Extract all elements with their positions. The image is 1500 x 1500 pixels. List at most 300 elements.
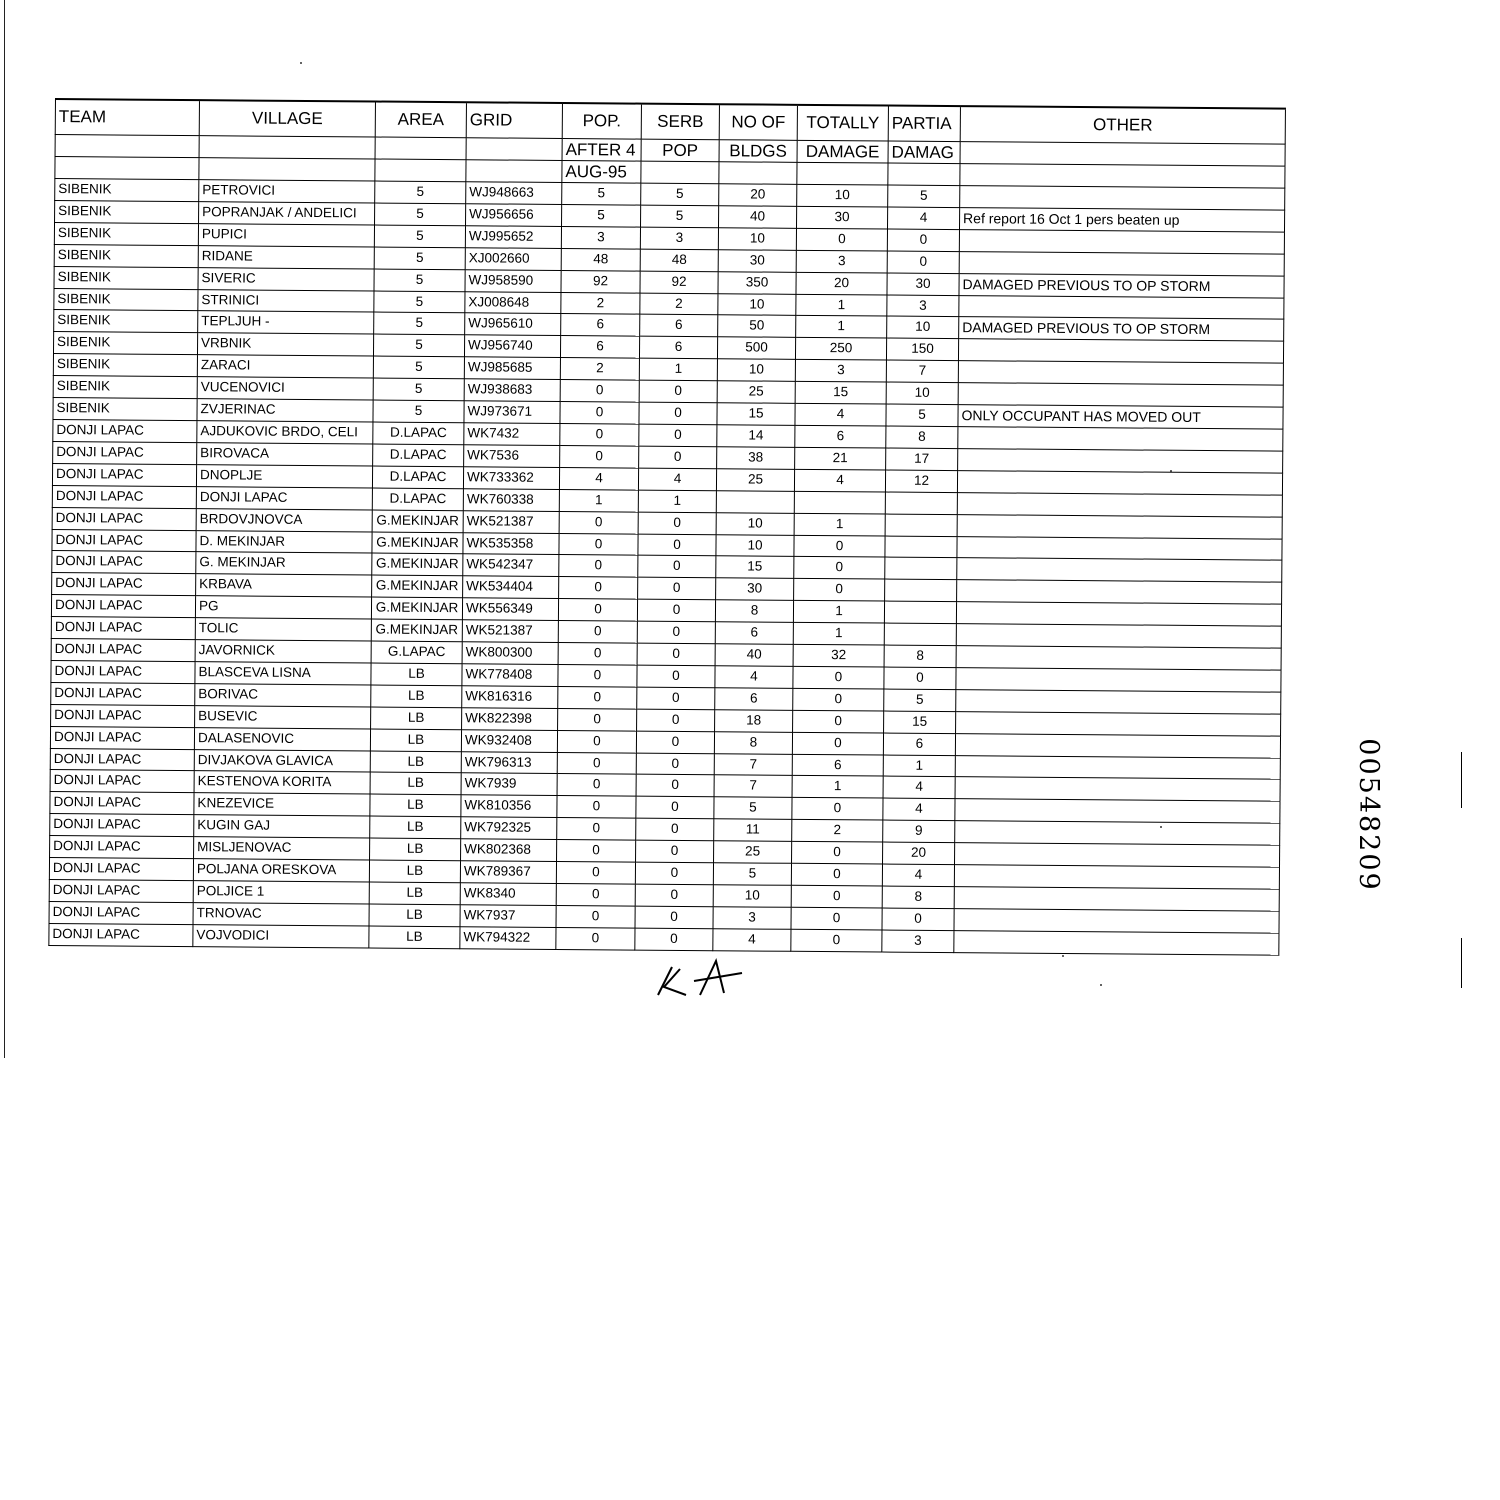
cell-no-of-bldgs: 10: [717, 359, 795, 382]
cell-totally-damaged: 250: [795, 338, 886, 361]
cell-grid: XJ008648: [465, 291, 561, 314]
cell-partially-damaged: 3: [882, 930, 954, 952]
cell-area: G.LAPAC: [371, 641, 462, 664]
cell-grid: WK542347: [463, 554, 559, 577]
cell-other: [958, 448, 1283, 472]
cell-no-of-bldgs: 8: [714, 731, 792, 754]
cell-no-of-bldgs: 25: [716, 468, 794, 491]
cell-grid: XJ002660: [465, 247, 561, 270]
cell-partially-damaged: [884, 601, 956, 623]
cell-partially-damaged: 17: [886, 448, 958, 470]
cell-partially-damaged: 8: [882, 886, 954, 908]
cell-grid: WK535358: [463, 532, 559, 555]
cell-other: [957, 492, 1282, 516]
stamp-number: 00548209: [1353, 738, 1384, 892]
header-cell: [960, 142, 1285, 167]
cell-no-of-bldgs: 4: [715, 666, 793, 689]
cell-pop-after: 0: [557, 752, 636, 775]
cell-partially-damaged: 30: [887, 273, 959, 295]
cell-pop-after: 0: [558, 621, 637, 644]
cell-partially-damaged: 5: [888, 185, 960, 207]
document-id-stamp: [1340, 735, 1400, 895]
cell-grid: WJ956740: [464, 335, 560, 358]
cell-team: SIBENIK: [53, 332, 197, 355]
header-after-4: AFTER 4: [562, 138, 641, 161]
cell-totally-damaged: 3: [795, 360, 886, 383]
cell-no-of-bldgs: 15: [717, 403, 795, 426]
cell-other: [954, 930, 1279, 954]
cell-other: [956, 668, 1281, 692]
cell-partially-damaged: [884, 623, 956, 645]
cell-partially-damaged: 0: [887, 229, 959, 251]
cell-serb-pop: 0: [638, 555, 716, 578]
cell-totally-damaged: 1: [794, 513, 885, 536]
cell-team: DONJI LAPAC: [50, 814, 194, 837]
cell-no-of-bldgs: 30: [718, 249, 796, 272]
cell-no-of-bldgs: 350: [718, 271, 796, 294]
cell-totally-damaged: 0: [794, 557, 885, 580]
cell-area: LB: [369, 882, 460, 905]
table-body: [49, 179, 1285, 955]
cell-pop-after: 0: [560, 423, 639, 446]
cell-no-of-bldgs: 10: [713, 885, 791, 908]
cell-totally-damaged: 0: [792, 841, 883, 864]
cell-village: DIVJAKOVA GLAVICA: [194, 749, 370, 772]
cell-serb-pop: 0: [638, 512, 716, 535]
cell-totally-damaged: 0: [794, 535, 885, 558]
cell-team: SIBENIK: [55, 200, 199, 223]
cell-grid: WK796313: [461, 751, 557, 774]
cell-area: LB: [371, 663, 462, 686]
cell-totally-damaged: 0: [793, 666, 884, 689]
scan-edge-line: [4, 0, 5, 1058]
cell-area: 5: [374, 269, 465, 292]
cell-pop-after: 0: [559, 577, 638, 600]
cell-village: VRBNIK: [197, 333, 373, 356]
cell-no-of-bldgs: 8: [715, 600, 793, 623]
cell-team: DONJI LAPAC: [49, 901, 193, 924]
cell-partially-damaged: 5: [886, 404, 958, 426]
cell-serb-pop: 3: [640, 227, 718, 250]
cell-area: LB: [370, 729, 461, 752]
initials-signature: [650, 955, 750, 1005]
header-area: AREA: [375, 102, 466, 138]
cell-grid: WJ965610: [465, 313, 561, 336]
cell-team: DONJI LAPAC: [52, 485, 196, 508]
cell-totally-damaged: 1: [796, 316, 887, 339]
cell-grid: WK789367: [460, 861, 556, 884]
cell-other: [954, 908, 1279, 932]
header-cell: [466, 160, 562, 183]
cell-area: 5: [375, 203, 466, 226]
cell-village: POLJANA ORESKOVA: [193, 859, 369, 882]
cell-grid: WK7939: [461, 773, 557, 796]
cell-other: [957, 470, 1282, 494]
header-village: VILLAGE: [199, 100, 375, 137]
cell-partially-damaged: [885, 492, 957, 514]
cell-totally-damaged: 32: [793, 644, 884, 667]
village-damage-table: [48, 98, 1286, 955]
cell-team: DONJI LAPAC: [51, 595, 195, 618]
cell-other: [957, 558, 1282, 582]
cell-village: STRINICI: [198, 289, 374, 312]
cell-village: D. MEKINJAR: [196, 530, 372, 553]
cell-village: SIVERIC: [198, 267, 374, 290]
cell-team: DONJI LAPAC: [50, 770, 194, 793]
cell-village: PG: [195, 596, 371, 619]
cell-pop-after: 0: [557, 730, 636, 753]
cell-totally-damaged: [794, 491, 885, 514]
cell-other: [956, 711, 1281, 735]
scan-speck: [1100, 984, 1102, 986]
cell-village: VOJVODICI: [193, 924, 369, 947]
cell-village: AJDUKOVIC BRDO, CELI: [197, 421, 373, 444]
cell-partially-damaged: 6: [883, 733, 955, 755]
cell-team: DONJI LAPAC: [50, 748, 194, 771]
cell-totally-damaged: 0: [791, 929, 882, 952]
cell-team: DONJI LAPAC: [52, 507, 196, 530]
cell-serb-pop: 2: [640, 293, 718, 316]
cell-grid: WK816316: [462, 686, 558, 709]
cell-village: TRNOVAC: [193, 903, 369, 926]
cell-partially-damaged: 150: [886, 338, 958, 360]
cell-no-of-bldgs: 11: [714, 819, 792, 842]
cell-other: [955, 799, 1280, 823]
cell-no-of-bldgs: [716, 490, 794, 513]
cell-serb-pop: 0: [637, 709, 715, 732]
cell-team: DONJI LAPAC: [53, 441, 197, 464]
cell-partially-damaged: 8: [884, 645, 956, 667]
cell-pop-after: 92: [561, 270, 640, 293]
cell-pop-after: 0: [558, 686, 637, 709]
cell-serb-pop: 5: [641, 205, 719, 228]
cell-no-of-bldgs: 40: [719, 206, 797, 229]
cell-team: DONJI LAPAC: [53, 419, 197, 442]
cell-totally-damaged: 3: [796, 250, 887, 273]
cell-pop-after: 0: [560, 380, 639, 403]
cell-partially-damaged: 20: [883, 842, 955, 864]
cell-area: D.LAPAC: [372, 488, 463, 511]
cell-village: MISLJENOVAC: [194, 837, 370, 860]
cell-area: LB: [369, 904, 460, 927]
cell-other: [955, 733, 1280, 757]
cell-village: POPRANJAK / ANDELICI: [199, 202, 375, 225]
cell-other: [955, 755, 1280, 779]
cell-serb-pop: 0: [637, 665, 715, 688]
cell-pop-after: 6: [561, 314, 640, 337]
cell-no-of-bldgs: 25: [717, 381, 795, 404]
cell-totally-damaged: 0: [793, 710, 884, 733]
cell-grid: WK733362: [463, 467, 559, 490]
cell-totally-damaged: 6: [795, 425, 886, 448]
cell-team: SIBENIK: [55, 179, 199, 202]
cell-serb-pop: 92: [640, 271, 718, 294]
cell-no-of-bldgs: 6: [715, 688, 793, 711]
cell-pop-after: 0: [557, 818, 636, 841]
cell-area: 5: [374, 291, 465, 314]
cell-area: LB: [370, 794, 461, 817]
cell-serb-pop: 5: [641, 183, 719, 206]
cell-partially-damaged: 12: [885, 470, 957, 492]
cell-pop-after: 0: [556, 862, 635, 885]
cell-partially-damaged: 7: [886, 360, 958, 382]
cell-area: 5: [373, 400, 464, 423]
cell-other: Ref report 16 Oct 1 pers beaten up: [959, 208, 1284, 232]
cell-grid: WK534404: [463, 576, 559, 599]
cell-pop-after: 2: [560, 358, 639, 381]
cell-village: RIDANE: [198, 245, 374, 268]
cell-area: LB: [371, 707, 462, 730]
header-cell: [797, 162, 888, 185]
header-pop-2: POP: [641, 139, 719, 162]
cell-village: POLJICE 1: [193, 881, 369, 904]
cell-team: DONJI LAPAC: [49, 923, 193, 946]
cell-other: [959, 251, 1284, 275]
cell-area: G.MEKINJAR: [371, 619, 462, 642]
cell-other: [956, 689, 1281, 713]
cell-partially-damaged: 15: [884, 711, 956, 733]
cell-totally-damaged: 20: [796, 272, 887, 295]
cell-area: 5: [373, 378, 464, 401]
cell-team: DONJI LAPAC: [52, 573, 196, 596]
cell-team: DONJI LAPAC: [51, 660, 195, 683]
cell-totally-damaged: 1: [792, 776, 883, 799]
cell-area: LB: [370, 751, 461, 774]
cell-no-of-bldgs: 25: [714, 841, 792, 864]
cell-totally-damaged: 0: [793, 688, 884, 711]
cell-team: DONJI LAPAC: [51, 639, 195, 662]
cell-serb-pop: 0: [638, 577, 716, 600]
header-cell: [888, 163, 960, 186]
cell-totally-damaged: 21: [795, 447, 886, 470]
cell-village: KRBAVA: [196, 574, 372, 597]
cell-village: BIROVACA: [197, 442, 373, 465]
cell-team: SIBENIK: [54, 288, 198, 311]
cell-serb-pop: 0: [635, 884, 713, 907]
cell-totally-damaged: 10: [797, 184, 888, 207]
cell-other: [954, 887, 1279, 911]
cell-serb-pop: 6: [640, 315, 718, 338]
cell-village: ZARACI: [197, 355, 373, 378]
cell-area: 5: [375, 181, 466, 204]
cell-no-of-bldgs: 10: [716, 534, 794, 557]
cell-area: 5: [373, 334, 464, 357]
cell-area: LB: [370, 838, 461, 861]
cell-village: TEPLJUH -: [198, 311, 374, 334]
cell-no-of-bldgs: 7: [714, 775, 792, 798]
cell-serb-pop: 0: [635, 862, 713, 885]
cell-partially-damaged: [885, 514, 957, 536]
cell-grid: WJ938683: [464, 379, 560, 402]
header-damage: DAMAGE: [797, 140, 888, 163]
header-cell: [55, 157, 199, 180]
cell-partially-damaged: 10: [886, 382, 958, 404]
margin-mark: [1461, 752, 1462, 808]
cell-no-of-bldgs: 18: [715, 709, 793, 732]
cell-pop-after: 0: [560, 402, 639, 425]
cell-grid: WK556349: [462, 598, 558, 621]
cell-partially-damaged: 0: [887, 251, 959, 273]
cell-area: LB: [371, 685, 462, 708]
cell-serb-pop: 0: [639, 402, 717, 425]
cell-partially-damaged: 0: [884, 667, 956, 689]
cell-totally-damaged: 2: [792, 820, 883, 843]
cell-village: DNOPLJE: [196, 464, 372, 487]
cell-no-of-bldgs: 5: [714, 797, 792, 820]
cell-totally-damaged: 0: [792, 798, 883, 821]
cell-team: SIBENIK: [54, 222, 198, 245]
cell-grid: WK760338: [463, 488, 559, 511]
cell-partially-damaged: 0: [882, 908, 954, 930]
cell-team: SIBENIK: [53, 354, 197, 377]
cell-totally-damaged: 30: [797, 206, 888, 229]
cell-no-of-bldgs: 4: [713, 929, 791, 952]
cell-serb-pop: 0: [637, 687, 715, 710]
cell-no-of-bldgs: 40: [715, 644, 793, 667]
cell-team: DONJI LAPAC: [51, 617, 195, 640]
cell-totally-damaged: 0: [791, 907, 882, 930]
cell-pop-after: 5: [562, 182, 641, 205]
cell-partially-damaged: 4: [883, 776, 955, 798]
cell-area: D.LAPAC: [372, 466, 463, 489]
cell-serb-pop: 0: [636, 731, 714, 754]
header-cell: [199, 158, 375, 181]
cell-pop-after: 0: [560, 445, 639, 468]
cell-area: LB: [369, 926, 460, 949]
cell-no-of-bldgs: 30: [716, 578, 794, 601]
cell-pop-after: 48: [561, 248, 640, 271]
cell-team: SIBENIK: [54, 244, 198, 267]
margin-mark: [1461, 938, 1462, 988]
cell-partially-damaged: 1: [883, 755, 955, 777]
cell-grid: WK802368: [461, 839, 557, 862]
cell-no-of-bldgs: 10: [718, 228, 796, 251]
cell-village: PUPICI: [198, 223, 374, 246]
cell-other: [960, 186, 1285, 210]
cell-team: SIBENIK: [53, 376, 197, 399]
cell-serb-pop: 1: [639, 358, 717, 381]
cell-area: LB: [370, 772, 461, 795]
cell-totally-damaged: 15: [795, 381, 886, 404]
cell-totally-damaged: 1: [793, 622, 884, 645]
cell-serb-pop: 1: [638, 490, 716, 513]
cell-other: [959, 229, 1284, 253]
cell-totally-damaged: 0: [791, 885, 882, 908]
cell-partially-damaged: [885, 579, 957, 601]
cell-grid: WK7432: [464, 423, 560, 446]
cell-other: [958, 383, 1283, 407]
cell-team: DONJI LAPAC: [49, 858, 193, 881]
scan-speck: [1062, 955, 1064, 957]
header-serb: SERB: [641, 104, 719, 140]
cell-grid: WK778408: [462, 664, 558, 687]
cell-village: TOLIC: [195, 618, 371, 641]
cell-serb-pop: 0: [639, 446, 717, 469]
cell-other: [956, 602, 1281, 626]
damage-survey-sheet: [48, 98, 1285, 955]
cell-pop-after: 0: [556, 927, 635, 950]
cell-partially-damaged: 8: [886, 426, 958, 448]
cell-totally-damaged: 0: [791, 863, 882, 886]
cell-serb-pop: 0: [639, 380, 717, 403]
cell-other: [957, 514, 1282, 538]
header-damag: DAMAG: [888, 141, 960, 164]
cell-serb-pop: 4: [638, 468, 716, 491]
cell-other: ONLY OCCUPANT HAS MOVED OUT: [958, 405, 1283, 429]
cell-grid: WK810356: [461, 795, 557, 818]
cell-team: SIBENIK: [54, 310, 198, 333]
cell-pop-after: 0: [557, 796, 636, 819]
cell-no-of-bldgs: 6: [715, 622, 793, 645]
cell-other: [957, 580, 1282, 604]
cell-village: BLASCEVA LISNA: [195, 662, 371, 685]
cell-other: [957, 536, 1282, 560]
cell-totally-damaged: 4: [795, 403, 886, 426]
cell-serb-pop: 0: [635, 928, 713, 951]
cell-team: DONJI LAPAC: [52, 463, 196, 486]
header-cell: [719, 162, 797, 185]
cell-grid: WK800300: [462, 642, 558, 665]
cell-pop-after: 1: [559, 489, 638, 512]
cell-other: [955, 843, 1280, 867]
header-cell: [375, 137, 466, 160]
cell-grid: WK7536: [464, 445, 560, 468]
cell-no-of-bldgs: 15: [716, 556, 794, 579]
cell-no-of-bldgs: 500: [717, 337, 795, 360]
table-header: [55, 99, 1286, 188]
cell-pop-after: 4: [559, 467, 638, 490]
cell-village: JAVORNICK: [195, 640, 371, 663]
header-pop: POP.: [562, 103, 641, 139]
cell-pop-after: 0: [557, 840, 636, 863]
cell-area: G.MEKINJAR: [371, 597, 462, 620]
cell-totally-damaged: 1: [793, 601, 884, 624]
cell-partially-damaged: 4: [883, 798, 955, 820]
cell-other: DAMAGED PREVIOUS TO OP STORM: [959, 273, 1284, 297]
cell-no-of-bldgs: 10: [718, 293, 796, 316]
cell-area: 5: [373, 356, 464, 379]
cell-area: G.MEKINJAR: [372, 553, 463, 576]
cell-partially-damaged: [885, 557, 957, 579]
cell-partially-damaged: 10: [887, 316, 959, 338]
cell-grid: WJ985685: [464, 357, 560, 380]
cell-pop-after: 0: [556, 883, 635, 906]
cell-pop-after: 3: [561, 226, 640, 249]
cell-village: KESTENOVA KORITA: [194, 771, 370, 794]
cell-no-of-bldgs: 7: [714, 753, 792, 776]
cell-team: DONJI LAPAC: [50, 792, 194, 815]
cell-no-of-bldgs: 20: [719, 184, 797, 207]
cell-area: 5: [374, 312, 465, 335]
cell-totally-damaged: 0: [794, 579, 885, 602]
cell-pop-after: 0: [558, 708, 637, 731]
cell-grid: WJ948663: [466, 182, 562, 205]
cell-pop-after: 0: [559, 511, 638, 534]
header-cell: [641, 161, 719, 184]
cell-other: [958, 339, 1283, 363]
cell-totally-damaged: 0: [796, 228, 887, 251]
cell-grid: WJ973671: [464, 401, 560, 424]
cell-totally-damaged: 6: [792, 754, 883, 777]
cell-serb-pop: 0: [637, 599, 715, 622]
cell-serb-pop: 0: [636, 818, 714, 841]
header-cell: [199, 136, 375, 159]
cell-no-of-bldgs: 14: [717, 425, 795, 448]
cell-area: G.MEKINJAR: [372, 575, 463, 598]
cell-other: [956, 624, 1281, 648]
cell-serb-pop: 0: [638, 534, 716, 557]
cell-village: ZVJERINAC: [197, 399, 373, 422]
